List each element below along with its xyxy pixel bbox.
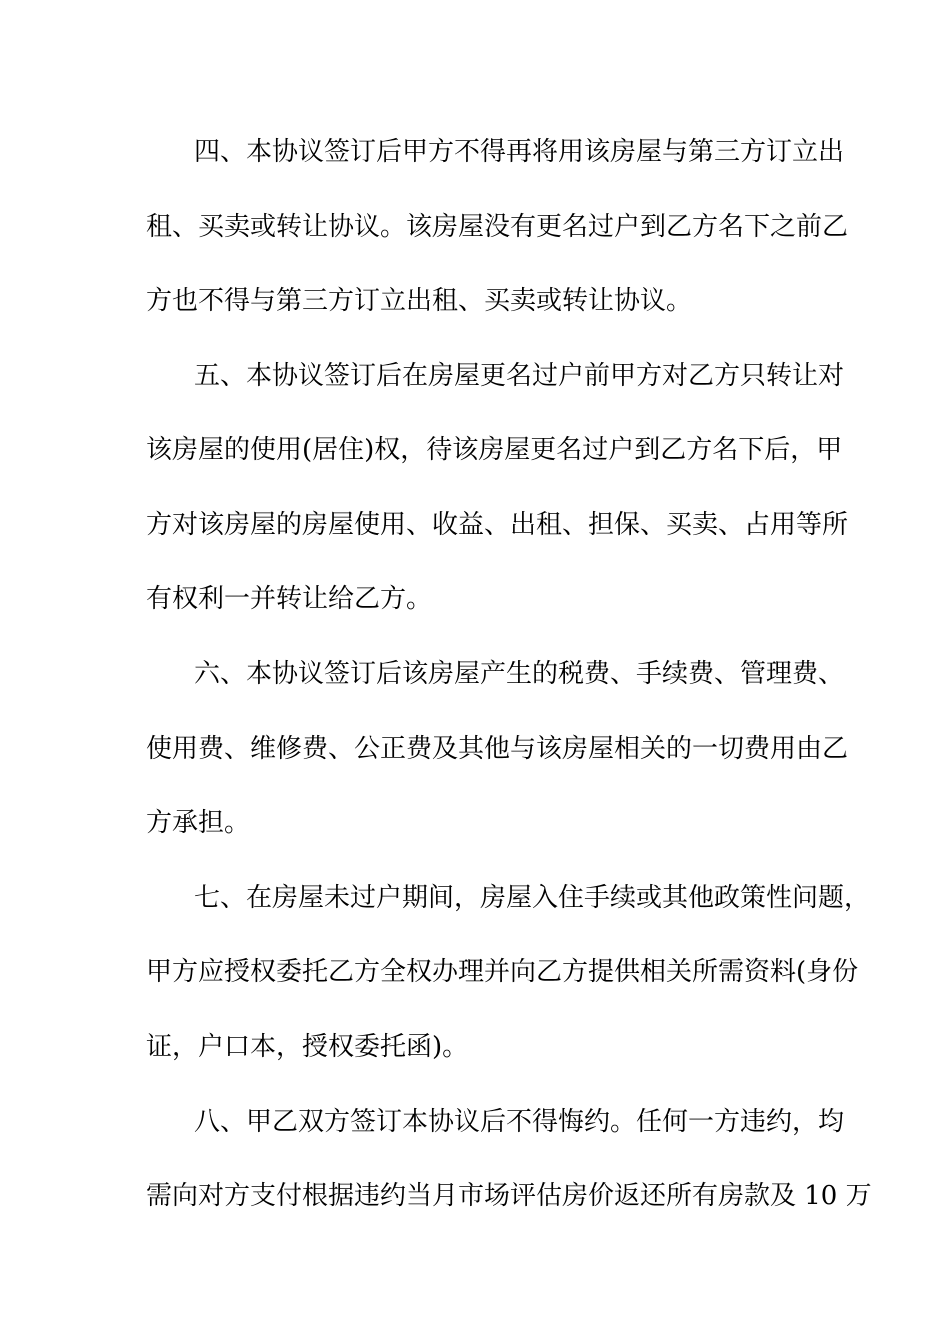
clause-6-line-2: 使用费、维修费、公正费及其他与该房屋相关的一切费用由乙 xyxy=(146,734,849,764)
clause-7-line-2: 甲方应授权委托乙方全权办理并向乙方提供相关所需资料(身份 xyxy=(146,957,859,987)
clause-4-line-2: 租、买卖或转让协议。该房屋没有更名过户到乙方名下之前乙 xyxy=(146,212,849,242)
clause-4-line-1: 四、本协议签订后甲方不得再将用该房屋与第三方订立出 xyxy=(194,137,845,167)
clause-6-line-1: 六、本协议签订后该房屋产生的税费、手续费、管理费、 xyxy=(194,659,845,689)
clause-5-line-1: 五、本协议签订后在房屋更名过户前甲方对乙方只转让对 xyxy=(194,361,845,391)
clause-6-line-3: 方承担。 xyxy=(146,808,251,838)
clause-7-line-3: 证，户口本，授权委托函)。 xyxy=(146,1032,469,1062)
clause-5-line-4: 有权利一并转让给乙方。 xyxy=(146,584,433,614)
clause-5-line-3: 方对该房屋的房屋使用、收益、出租、担保、买卖、占用等所 xyxy=(146,510,849,540)
clause-4-line-3: 方也不得与第三方订立出租、买卖或转让协议。 xyxy=(146,286,693,316)
clause-8-line-2: 需向对方支付根据违约当月市场评估房价返还所有房款及 10 万 xyxy=(146,1181,872,1211)
clause-7-line-1: 七、在房屋未过户期间，房屋入住手续或其他政策性问题， xyxy=(194,883,871,913)
clause-5-line-2: 该房屋的使用(居住)权，待该房屋更名过户到乙方名下后，甲 xyxy=(146,435,843,465)
clause-8-line-1: 八、甲乙双方签订本协议后不得悔约。任何一方违约，均 xyxy=(194,1107,845,1137)
